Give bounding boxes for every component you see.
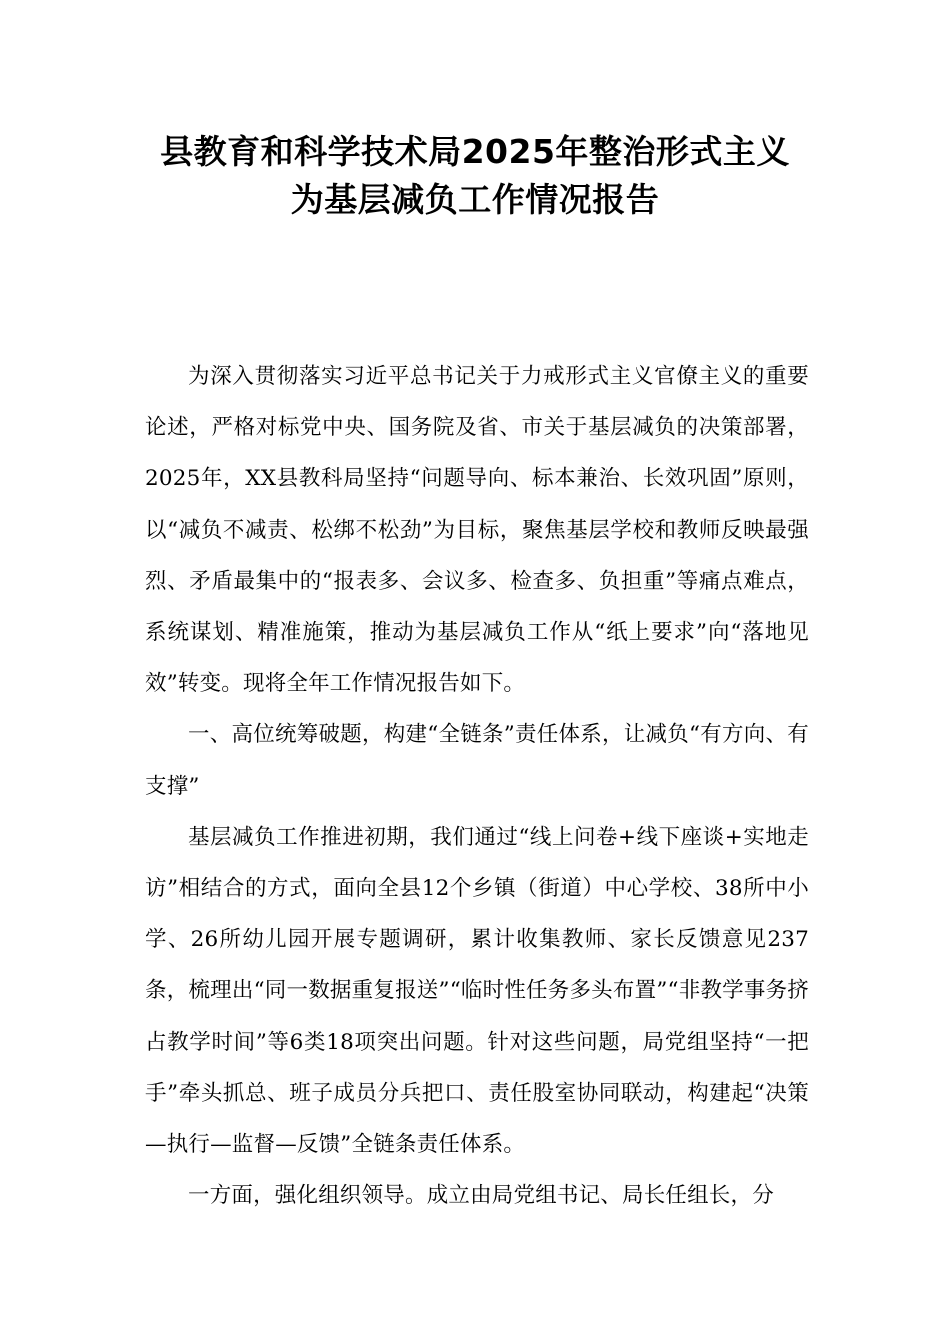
title-line-1: 县教育和科学技术局2025年整治形式主义 [160,132,790,171]
document-title [120,128,830,224]
document-body [145,351,809,1221]
title-line-2: 为基层减负工作情况报告 [290,180,660,219]
paragraph-intro: 为深入贯彻落实习近平总书记关于力戒形式主义官僚主义的重要论述，严格对标党中央、国务院及省、市关于基层减负的决策部署，2025年，XX县教科局坚持“问题导向、标本兼治、长效巩固”原则，以“减负不减责、松绑不松劲”为目标，聚焦基层学校和教师反映最强烈、矛盾最集中的“报表多、会议多、检查多、负担重”等痛点难点，系统谋划、精准施策，推动为基层减负工作从“纸上要求”向“落地见效”转变。现将全年工作情况报告如下。 [145,364,809,697]
section-heading-1: 一、高位统筹破题，构建“全链条”责任体系，让减负“有方向、有支撑” [145,722,809,799]
paragraph-organization: 一方面，强化组织领导。成立由局党组书记、局长任组长，分 [188,1183,774,1209]
paragraph-research: 基层减负工作推进初期，我们通过“线上问卷+线下座谈+实地走访”相结合的方式，面向全县12个乡镇（街道）中心学校、38所中小学、26所幼儿园开展专题调研，累计收集教师、家长反馈意见237条，梳理出“同一数据重复报送”“临时性任务多头布置”“非教学事务挤占教学时间”等6类18项突出问题。针对这些问题，局党组坚持“一把手”牵头抓总、班子成员分兵把口、责任股室协同联动，构建起“决策—执行—监督—反馈”全链条责任体系。 [145,824,809,1158]
